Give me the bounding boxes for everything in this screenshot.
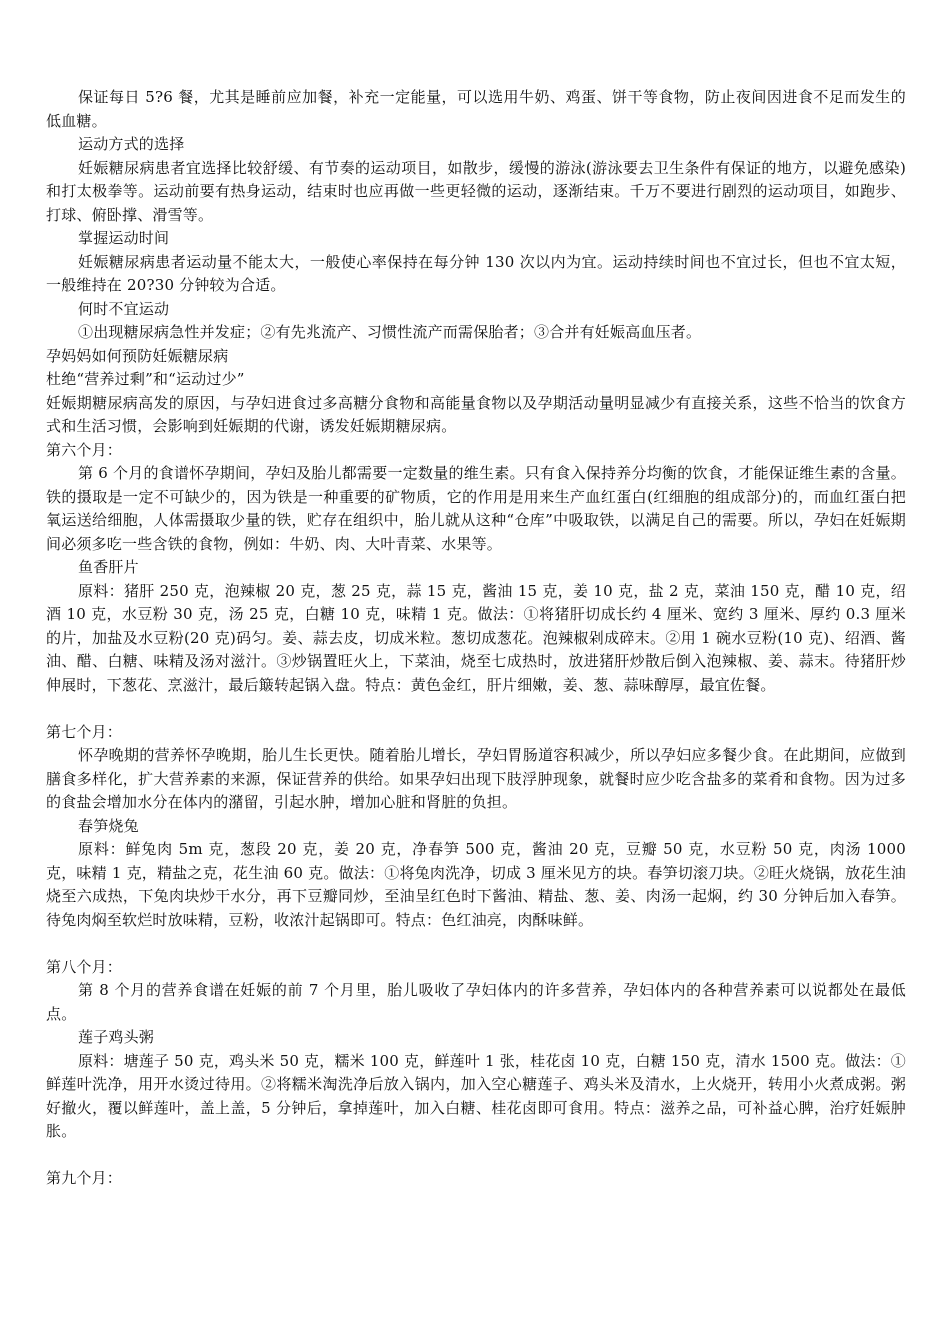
heading-exercise-choice: 运动方式的选择 <box>78 135 185 153</box>
recipe-title-braised-rabbit: 春笋烧兔 <box>78 816 139 835</box>
paragraph-month-8-nutrition: 第 8 个月的营养食谱在妊娠的前 7 个月里，胎儿吸收了孕妇体内的许多营养，孕妇体内的各种营养素可以说都处在最低点。 <box>46 981 906 1023</box>
spacer <box>46 932 906 956</box>
paragraph-month-6-nutrition: 第 6 个月的食谱怀孕期间，孕妇及胎儿都需要一定数量的维生素。只有食入保持养分均衡的饮食，才能保证维生素的含量。铁的摄取是一定不可缺少的，因为铁是一种重要的矿物质，它的作用是用来生产血红蛋白(红细胞的组成部分)的，而血红蛋白把氧运送给细胞，人体需摄取少量的铁，贮存在组织中，胎儿就从这种“仓库”中吸取铁，以满足自己的需要。所以，孕妇在妊娠期间必须多吃一些含铁的食物，例如：牛奶、肉、大叶青菜、水果等。 <box>46 464 906 553</box>
heading-month-9: 第九个月： <box>46 1169 123 1187</box>
heading-prevention: 孕妈妈如何预防妊娠糖尿病 <box>46 346 229 365</box>
paragraph-no-exercise: ①出现糖尿病急性并发症；②有先兆流产、习惯性流产而需保胎者；③合并有妊娠高血压者。 <box>78 323 702 341</box>
heading-month-6: 第六个月： <box>46 440 123 459</box>
paragraph-exercise-choice: 妊娠糖尿病患者宜选择比较舒缓、有节奏的运动项目，如散步，缓慢的游泳(游泳要去卫生条件有保证的地方，以避免感染)和打太极拳等。运动前要有热身运动，结束时也应再做一些更轻微的运动，逐渐结束。千万不要进行剧烈的运动项目，如跑步、打球、俯卧撑、滑雪等。 <box>46 158 906 224</box>
recipe-body-lotus-porridge: 原料：塘莲子 50 克，鸡头米 50 克，糯米 100 克，鲜莲叶 1 张，桂花卤 10 克，白糖 150 克，清水 1500 克。做法：①鲜莲叶洗净，用开水烫过待用。②将糯米淘洗净后放入锅内，加入空心糖莲子、鸡头米及清水，上火烧开，转用小火煮成粥。粥好撤火，覆以鲜莲叶，盖上盖，5 分钟后，拿掉莲叶，加入白糖、桂花卤即可食用。特点：滋养之品，可补益心脾，治疗妊娠肿胀。 <box>46 1051 906 1140</box>
heading-exercise-time: 掌握运动时间 <box>78 229 170 247</box>
paragraph-prevention-causes: 妊娠期糖尿病高发的原因，与孕妇进食过多高糖分食物和高能量食物以及孕期活动量明显减少有直接关系，这些不恰当的饮食方式和生活习惯，会影响到妊娠期的代谢，诱发妊娠期糖尿病。 <box>46 393 906 435</box>
recipe-title-fish-flavored-liver: 鱼香肝片 <box>78 558 139 576</box>
heading-no-exercise: 何时不宜运动 <box>78 299 170 318</box>
document-body <box>46 86 906 1191</box>
paragraph-meal-frequency: 保证每日 5?6 餐，尤其是睡前应加餐，补充一定能量，可以选用牛奶、鸡蛋、饼干等食物，防止夜间因进食不足而发生的低血糖。 <box>46 88 906 130</box>
heading-month-8: 第八个月： <box>46 957 123 976</box>
paragraph-month-7-nutrition: 怀孕晚期的营养怀孕晚期，胎儿生长更快。随着胎儿增长，孕妇胃肠道容积减少，所以孕妇应多餐少食。在此期间，应做到膳食多样化，扩大营养素的来源，保证营养的供给。如果孕妇出现下肢浮肿现象，就餐时应少吃含盐多的菜肴和食物。因为过多的食盐会增加水分在体内的潴留，引起水肿，增加心脏和肾脏的负担。 <box>46 746 906 811</box>
paragraph-exercise-time: 妊娠糖尿病患者运动量不能太大，一般使心率保持在每分钟 130 次以内为宜。运动持续时间也不宜过长，但也不宜太短，一般维持在 20?30 分钟较为合适。 <box>46 252 906 294</box>
heading-month-7: 第七个月： <box>46 722 123 741</box>
heading-avoid-overnutrition: 杜绝“营养过剩”和“运动过少” <box>46 370 245 388</box>
spacer <box>46 1144 906 1168</box>
spacer <box>46 697 906 721</box>
recipe-body-fish-flavored-liver: 原料：猪肝 250 克，泡辣椒 20 克，葱 25 克，蒜 15 克，酱油 15 克，姜 10 克，盐 2 克，菜油 150 克，醋 10 克，绍酒 10 克，水豆粉 30 克，汤 25 克，白糖 10 克，味精 1 克。做法：①将猪肝切成长约 4 厘米、宽约 3 厘米、厚约 0.3 厘米的片，加盐及水豆粉(20 克)码匀。姜、蒜去皮，切成米粒。葱切成葱花。泡辣椒剁成碎末。②用 1 碗水豆粉(10 克)、绍酒、酱油、醋、白糖、味精及汤对滋汁。③炒锅置旺火上，下菜油，烧至七成热时，放进猪肝炒散后倒入泡辣椒、姜、蒜末。待猪肝炒伸展时，下葱花、烹滋汁，最后簸转起锅入盘。特点：黄色金红，肝片细嫩，姜、葱、蒜味醇厚，最宜佐餐。 <box>46 581 906 694</box>
recipe-title-lotus-porridge: 莲子鸡头粥 <box>78 1028 155 1046</box>
recipe-body-braised-rabbit: 原料：鲜兔肉 5m 克，葱段 20 克，姜 20 克，净春笋 500 克，酱油 20 克，豆瓣 50 克，水豆粉 50 克，肉汤 1000 克，味精 1 克，精盐之克，花生油 60 克。做法：①将兔肉洗净，切成 3 厘米见方的块。春笋切滚刀块。②旺火烧锅，放花生油烧至六成热，下兔肉块炒干水分，再下豆瓣同炒，至油呈红色时下酱油、精盐、葱、姜、肉汤一起焖，约 30 分钟后加入春笋。待兔肉焖至软烂时放味精，豆粉，收浓汁起锅即可。特点：色红油亮，肉酥味鲜。 <box>46 840 906 929</box>
